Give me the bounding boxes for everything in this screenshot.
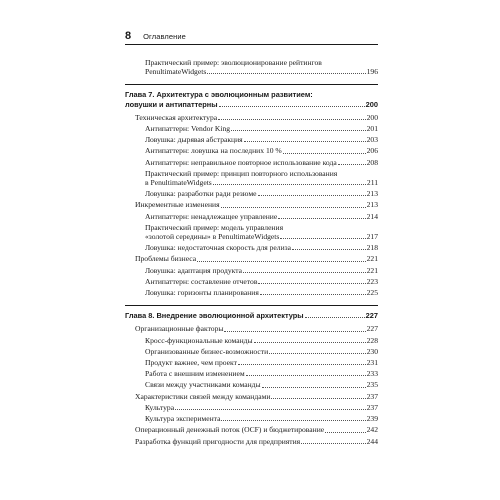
- toc-entry-title: Ловушка: горизонты планирования: [145, 288, 259, 298]
- dot-leader: [213, 184, 366, 185]
- toc-page-number: 200: [365, 99, 378, 109]
- toc-page-number: 221: [366, 265, 378, 275]
- toc-entry: [125, 223, 378, 241]
- toc-page-number: 221: [366, 254, 378, 264]
- toc-page-number: 227: [365, 311, 378, 321]
- toc-entry-title: Культура: [145, 402, 175, 412]
- toc-entry: [125, 158, 378, 167]
- dot-leader: [338, 164, 366, 165]
- header-rule: [125, 44, 378, 45]
- toc-entry: [125, 212, 378, 221]
- toc-page-number: 200: [366, 112, 378, 122]
- toc-page-number: 244: [366, 436, 378, 446]
- toc-entry: [125, 347, 378, 356]
- toc-page-number: 237: [366, 402, 378, 412]
- toc-entry: [125, 135, 378, 144]
- toc-entry-title: PenultimateWidgets: [145, 67, 207, 77]
- dot-leader: [219, 106, 365, 107]
- toc-entry: [125, 369, 378, 378]
- toc-entry-title: Организационные факторы: [135, 324, 224, 334]
- dot-leader: [244, 141, 366, 142]
- dot-leader: [224, 331, 365, 332]
- dot-leader: [262, 387, 366, 388]
- toc-entry: [125, 437, 378, 446]
- dot-leader: [305, 317, 365, 318]
- toc-entry: [125, 288, 378, 297]
- toc-page-number: 208: [366, 157, 378, 167]
- dot-leader: [238, 364, 366, 365]
- toc-page-number: 206: [366, 146, 378, 156]
- toc-entry-title: Антипаттерн: Vendor King: [145, 124, 231, 134]
- toc-page-number: 214: [366, 211, 378, 221]
- toc-page-number: 223: [366, 276, 378, 286]
- toc-entry-title: Разработка функций пригодности для предприятия: [135, 436, 301, 446]
- toc-entry-title: Практический пример: принцип повторного использования: [145, 168, 338, 178]
- toc-entry: [125, 189, 378, 198]
- dot-leader: [246, 375, 366, 376]
- toc-entry-title: Характеристики связей между командами: [135, 391, 271, 401]
- dot-leader: [269, 353, 365, 354]
- dot-leader: [231, 130, 366, 131]
- toc-page-number: 213: [366, 200, 378, 210]
- dot-leader: [207, 73, 365, 74]
- toc-entry-title: Антипаттерн: ненадлежащее управление: [145, 211, 278, 221]
- dot-leader: [278, 218, 365, 219]
- dot-leader: [280, 238, 365, 239]
- toc-entry-title: Культура эксперимента: [145, 414, 221, 424]
- page-header: [125, 30, 378, 42]
- toc-page-number: 231: [366, 358, 378, 368]
- dot-leader: [325, 432, 365, 433]
- dot-leader: [283, 153, 366, 154]
- page-number: 8: [125, 30, 132, 42]
- toc-chapter: [125, 305, 378, 320]
- toc-entry-title: Практический пример: эволюционирование рейтингов: [145, 58, 322, 67]
- toc-page-number: 201: [366, 124, 378, 134]
- toc-entry-title: Кросс-функциональные команды: [145, 335, 253, 345]
- dot-leader: [197, 261, 366, 262]
- toc-entry: [125, 243, 378, 252]
- toc-page-number: 213: [366, 189, 378, 199]
- toc-entry-title: Продукт важнее, чем проект: [145, 358, 237, 368]
- dot-leader: [258, 195, 366, 196]
- toc-page-number: 225: [366, 288, 378, 298]
- toc-entry: [125, 358, 378, 367]
- toc-entry-title: Связи между участниками команды: [145, 380, 261, 390]
- toc-entry: [125, 254, 378, 263]
- toc-page-number: 228: [366, 335, 378, 345]
- toc-entry-title: Ловушка: разработки ради резюме: [145, 189, 257, 199]
- toc-entry-title: Ловушка: адаптация продукта: [145, 265, 243, 275]
- toc-page-number: 242: [366, 425, 378, 435]
- toc-entry: [125, 414, 378, 423]
- toc-entry: [125, 324, 378, 333]
- toc-entry-title: «золотой середины» в PenultimateWidgets: [145, 232, 280, 242]
- toc-entry-title: Ловушка: недостаточная скорость для релиза: [145, 243, 292, 253]
- dot-leader: [301, 443, 365, 444]
- toc-chapter: [125, 84, 378, 108]
- toc-entry-title: Операционный денежный поток (OCF) и бюджетирование: [135, 425, 325, 435]
- toc-page-number: 230: [366, 346, 378, 356]
- toc-page-number: 233: [366, 369, 378, 379]
- toc-entry-title: Антипаттерн: неправильное повторное использование кода: [145, 157, 337, 167]
- toc-page-number: 217: [366, 232, 378, 242]
- dot-leader: [271, 398, 365, 399]
- toc-entry-title: Глава 7. Архитектура с эволюционным развитием:: [125, 90, 313, 100]
- dot-leader: [221, 207, 366, 208]
- toc-entry: [125, 403, 378, 412]
- toc-entry: [125, 124, 378, 133]
- toc-entry: [125, 266, 378, 275]
- toc-page-number: 218: [366, 243, 378, 253]
- dot-leader: [221, 420, 365, 421]
- toc-entry-title: Инкрементные изменения: [135, 200, 220, 210]
- toc-entry-title: Техническая архитектура: [135, 112, 218, 122]
- toc-entry: [125, 336, 378, 345]
- toc-page-number: 235: [366, 380, 378, 390]
- toc-entry: [125, 380, 378, 389]
- toc-page-number: 211: [366, 178, 378, 188]
- toc-entry-title: Глава 8. Внедрение эволюционной архитектуры: [125, 311, 304, 321]
- toc-page-number: 239: [366, 414, 378, 424]
- toc-entry-title: Антипаттерн: ловушка на последних 10 %: [145, 146, 282, 156]
- toc-entry: [125, 113, 378, 122]
- toc-entry: [125, 277, 378, 286]
- toc-entry: [125, 58, 378, 76]
- dot-leader: [175, 409, 366, 410]
- toc-entry: [125, 425, 378, 434]
- dot-leader: [218, 119, 365, 120]
- dot-leader: [254, 342, 366, 343]
- dot-leader: [243, 272, 366, 273]
- dot-leader: [258, 283, 365, 284]
- toc-entry: [125, 392, 378, 401]
- dot-leader: [260, 294, 366, 295]
- toc-entry-title: Организованные бизнес-возможности: [145, 346, 269, 356]
- toc-entry-title: в PenultimateWidgets: [145, 178, 212, 188]
- toc-page-number: 227: [366, 324, 378, 334]
- toc-entry: [125, 200, 378, 209]
- running-title: Оглавление: [143, 32, 186, 41]
- toc-entry-title: Ловушка: дырявая абстракция: [145, 135, 243, 145]
- toc-page-number: 237: [366, 391, 378, 401]
- toc-entry-title: ловушки и антипаттерны: [125, 99, 218, 109]
- dot-leader: [292, 249, 366, 250]
- toc-entry-title: Проблемы бизнеса: [135, 254, 197, 264]
- toc-page-number: 203: [366, 135, 378, 145]
- toc-entry-title: Антипаттерн: составление отчетов: [145, 276, 258, 286]
- toc-page-number: 196: [366, 67, 378, 77]
- toc-entry: [125, 146, 378, 155]
- table-of-contents: [125, 58, 378, 446]
- toc-entry-title: Практический пример: модель управления: [145, 222, 284, 232]
- toc-entry-title: Работа с внешним изменением: [145, 369, 245, 379]
- toc-entry: [125, 169, 378, 187]
